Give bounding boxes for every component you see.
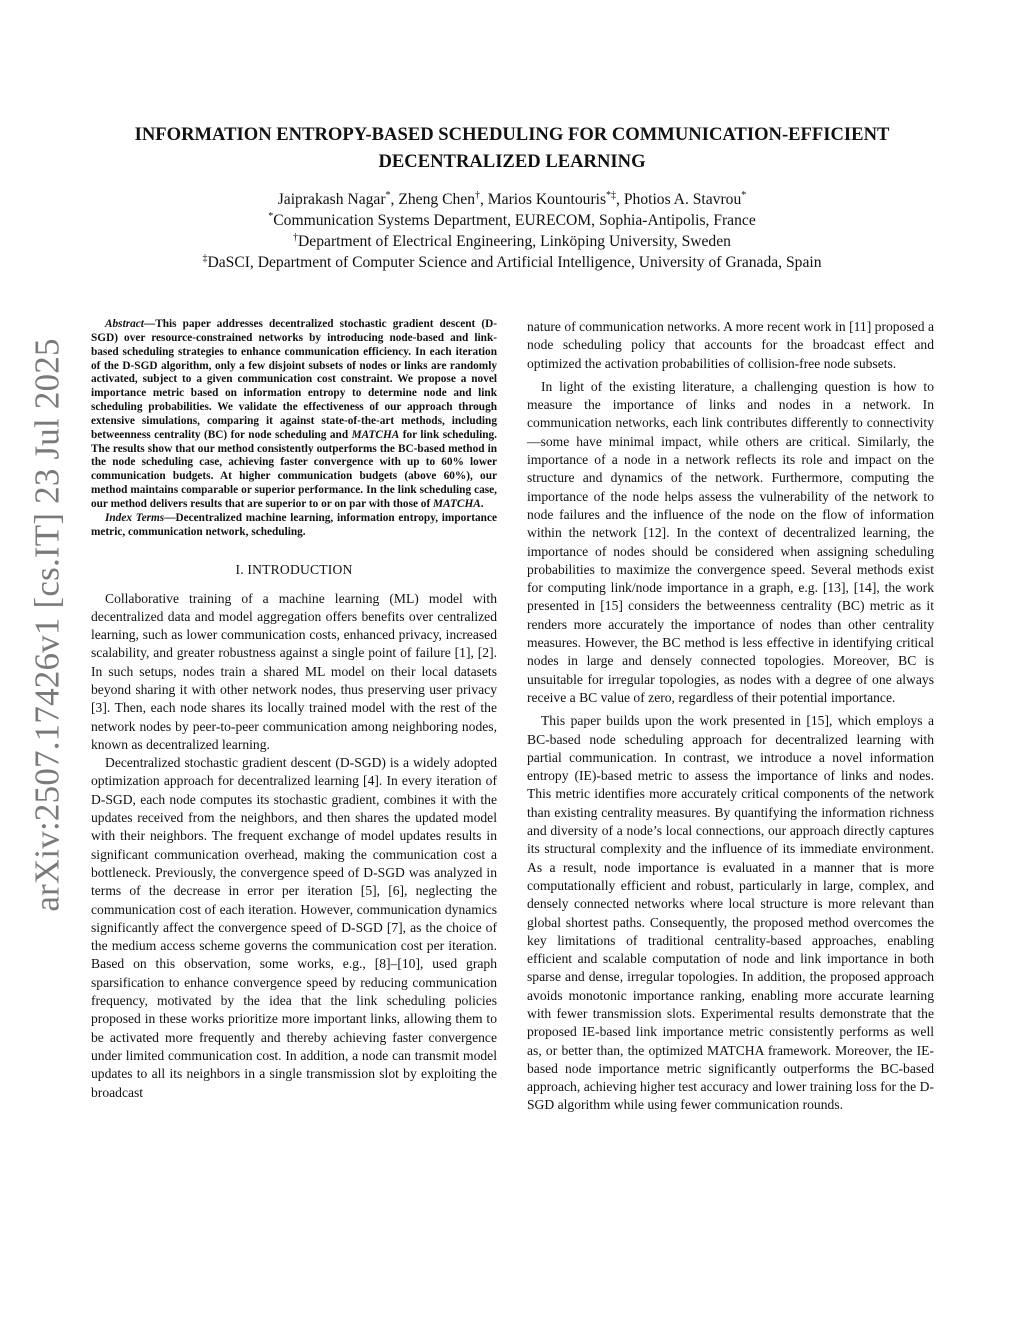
index-terms [91, 512, 497, 540]
author-separator: , [390, 191, 399, 208]
index-terms-label: Index Terms [105, 511, 165, 524]
author-separator: , [480, 191, 488, 208]
affiliation-text: DaSCI, Department of Computer Science and Artificial Intelligence, University of Granada, Spain [207, 254, 822, 271]
arxiv-margin-stamp [18, 300, 78, 950]
abstract-emphasis: MATCHA [433, 497, 481, 510]
abstract [91, 318, 497, 512]
author-mark: * [741, 189, 747, 201]
index-terms-text: —Decentralized machine learning, information entropy, importance metric, communication network, scheduling. [91, 511, 497, 538]
section-heading: I. INTRODUCTION [235, 561, 353, 577]
body-paragraph: nature of communication networks. A more recent work in [11] proposed a node scheduling policy that accounts for the broadcast effect and optimized the activation probabilities of collision-free node subsets. [527, 319, 934, 371]
body-paragraph: Collaborative training of a machine learning (ML) model with decentralized data and model aggregation offers benefits over centralized learning, such as lower communication costs, enhanced privacy, increased scalability, and greater robustness against a single point of failure [1], [2]. In such setups, nodes train a shared ML model on their local datasets beyond sharing it with other network nodes, thus preserving user privacy [3]. Then, each node shares its locally trained model with the rest of the network nodes by peer-to-peer communication among neighboring nodes, known as decentralized learning. [91, 590, 497, 752]
affiliation [90, 252, 934, 273]
author-mark: *‡ [606, 189, 617, 201]
affiliation-text: Department of Electrical Engineering, Linköping University, Sweden [298, 233, 731, 250]
author-mark: † [475, 189, 480, 201]
affiliation [90, 210, 934, 231]
author-name: Zheng Chen [398, 191, 475, 208]
author-name: Photios A. Stavrou [623, 191, 742, 208]
author-name: Jaiprakash Nagar [277, 191, 386, 208]
right-column [527, 318, 934, 1120]
affiliation-text: Communication Systems Department, EURECOM, Sophia-Antipolis, France [273, 212, 756, 229]
title-line-2: DECENTRALIZED LEARNING [378, 151, 646, 172]
arxiv-identifier: arXiv:2507.17426v1 [cs.IT] 23 Jul 2025 [28, 338, 68, 912]
author-separator: , [616, 191, 624, 208]
author-list [90, 189, 934, 210]
left-column [91, 318, 497, 1102]
body-paragraph: In light of the existing literature, a challenging question is how to measure the importance of links and nodes in a network. In communication networks, each link contributes differently to connectivity—some have minimal impact, while others are critical. Similarly, the importance of a node in a network reflects its role and impact on the structure and dynamics of the network. Furthermore, computing the importance of the node helps assess the vulnerability of the network to node failures and the influence of the node on the flow of information within the network [12]. In the context of decentralized learning, the importance of nodes should be considered when assigning scheduling probabilities to maximize the convergence speed. Several methods exist for computing link/node importance in a graph, e.g. [13], [14], the work presented in [15] considers the betweenness centrality (BC) metric as it renders more accurately the importance of nodes than other centrality measures. However, the BC method is less effective in identifying critical nodes in large and densely connected topologies. Moreover, BC is unsuitable for irregular topologies, as nodes with a degree of one always receive a BC value of zero, regardless of their potential importance. [527, 378, 934, 705]
paper-title [90, 121, 934, 175]
body-paragraph: This paper builds upon the work presented in [15], which employs a BC-based node scheduling approach for decentralized learning with partial communication. In contrast, we introduce a novel information entropy (IE)-based metric to assess the importance of links and nodes. This metric identifies more accurately critical components of the network than existing centrality measures. By quantifying the information richness and diversity of a node’s local connections, our approach directly captures its structural complexity and the influence of its immediate environment. As a result, node importance is evaluated in a manner that is more computationally efficient and robust, particularly in large, complex, and densely connected networks where local structure is more relevant than global shortest paths. Consequently, the proposed method overcomes the key limitations of traditional centrality-based approaches, enabling efficient and scalable computation of node and link importance in both sparse and dense, irregular topologies. In addition, the proposed approach avoids monotonic importance ranking, enabling more accurate learning with fewer transmission slots. Experimental results demonstrate that the proposed IE-based link importance metric consistently performs as well as, or better than, the optimized MATCHA framework. Moreover, the IE-based node importance metric significantly outperforms the BC-based approach, achieving higher test accuracy and lower training loss for the D-SGD algorithm while using fewer communication rounds. [527, 713, 934, 1113]
abstract-text: for link scheduling. The results show that our method consistently outperforms the BC-based method in the node scheduling case, achieving faster convergence with up to 60% lower communication budgets. At higher communication budgets (above 60%), our method maintains comparable or superior performance. In the link scheduling case, our method delivers results that are superior to or on par with those of [91, 428, 498, 510]
abstract-emphasis: MATCHA [351, 428, 400, 441]
author-mark: * [385, 189, 391, 201]
abstract-text: —This paper addresses decentralized stochastic gradient descent (D-SGD) over resource-constrained networks by introducing node-based and link-based scheduling strategies to enhance communication efficiency. In each iteration of the D-SGD algorithm, only a few disjoint subsets of nodes or links are randomly activated, subject to a given communication cost constraint. We propose a novel importance metric based on information entropy to determine node and link scheduling probabilities. We validate the effectiveness of our approach through extensive simulations, comparing it against state-of-the-art methods, including betweenness centrality (BC) for node scheduling and [91, 318, 497, 441]
body-paragraph: Decentralized stochastic gradient descent (D-SGD) is a widely adopted optimization approach for decentralized learning [4]. In every iteration of D-SGD, each node computes its stochastic gradient, combines it with the updates received from the neighbors, and then shares the updated model with their neighbors. The frequent exchange of model updates results in significant communication overhead, making the communication cost a bottleneck. Previously, the convergence speed of D-SGD was analyzed in terms of the decrease in error per iteration [5], [6], neglecting the communication cost of each iteration. However, communication dynamics significantly affect the convergence speed of D-SGD [7], as the choice of the medium access scheme governs the communication cost per iteration. Based on this observation, some works, e.g., [8]–[10], used graph sparsification to enhance convergence speed by reducing communication frequency, motivated by the idea that the link scheduling policies proposed in these works prioritize more important links, allowing them to be activated more frequently and thereby achieving faster convergence under limited communication cost. In addition, a node can transmit model updates to all its neighbors in a single transmission slot by exploiting the broadcast [91, 755, 497, 1100]
affiliation-mark: ‡ [202, 252, 208, 264]
affiliation-mark: † [293, 231, 299, 243]
author-block [90, 189, 934, 273]
title-line-1: INFORMATION ENTROPY-BASED SCHEDULING FOR COMMUNICATION-EFFICIENT [134, 124, 890, 145]
affiliation-mark: * [268, 210, 274, 222]
abstract-text: . [480, 497, 484, 510]
author-name: Marios Kountouris [487, 191, 607, 208]
abstract-label: Abstract [105, 318, 144, 330]
affiliation [90, 231, 934, 252]
